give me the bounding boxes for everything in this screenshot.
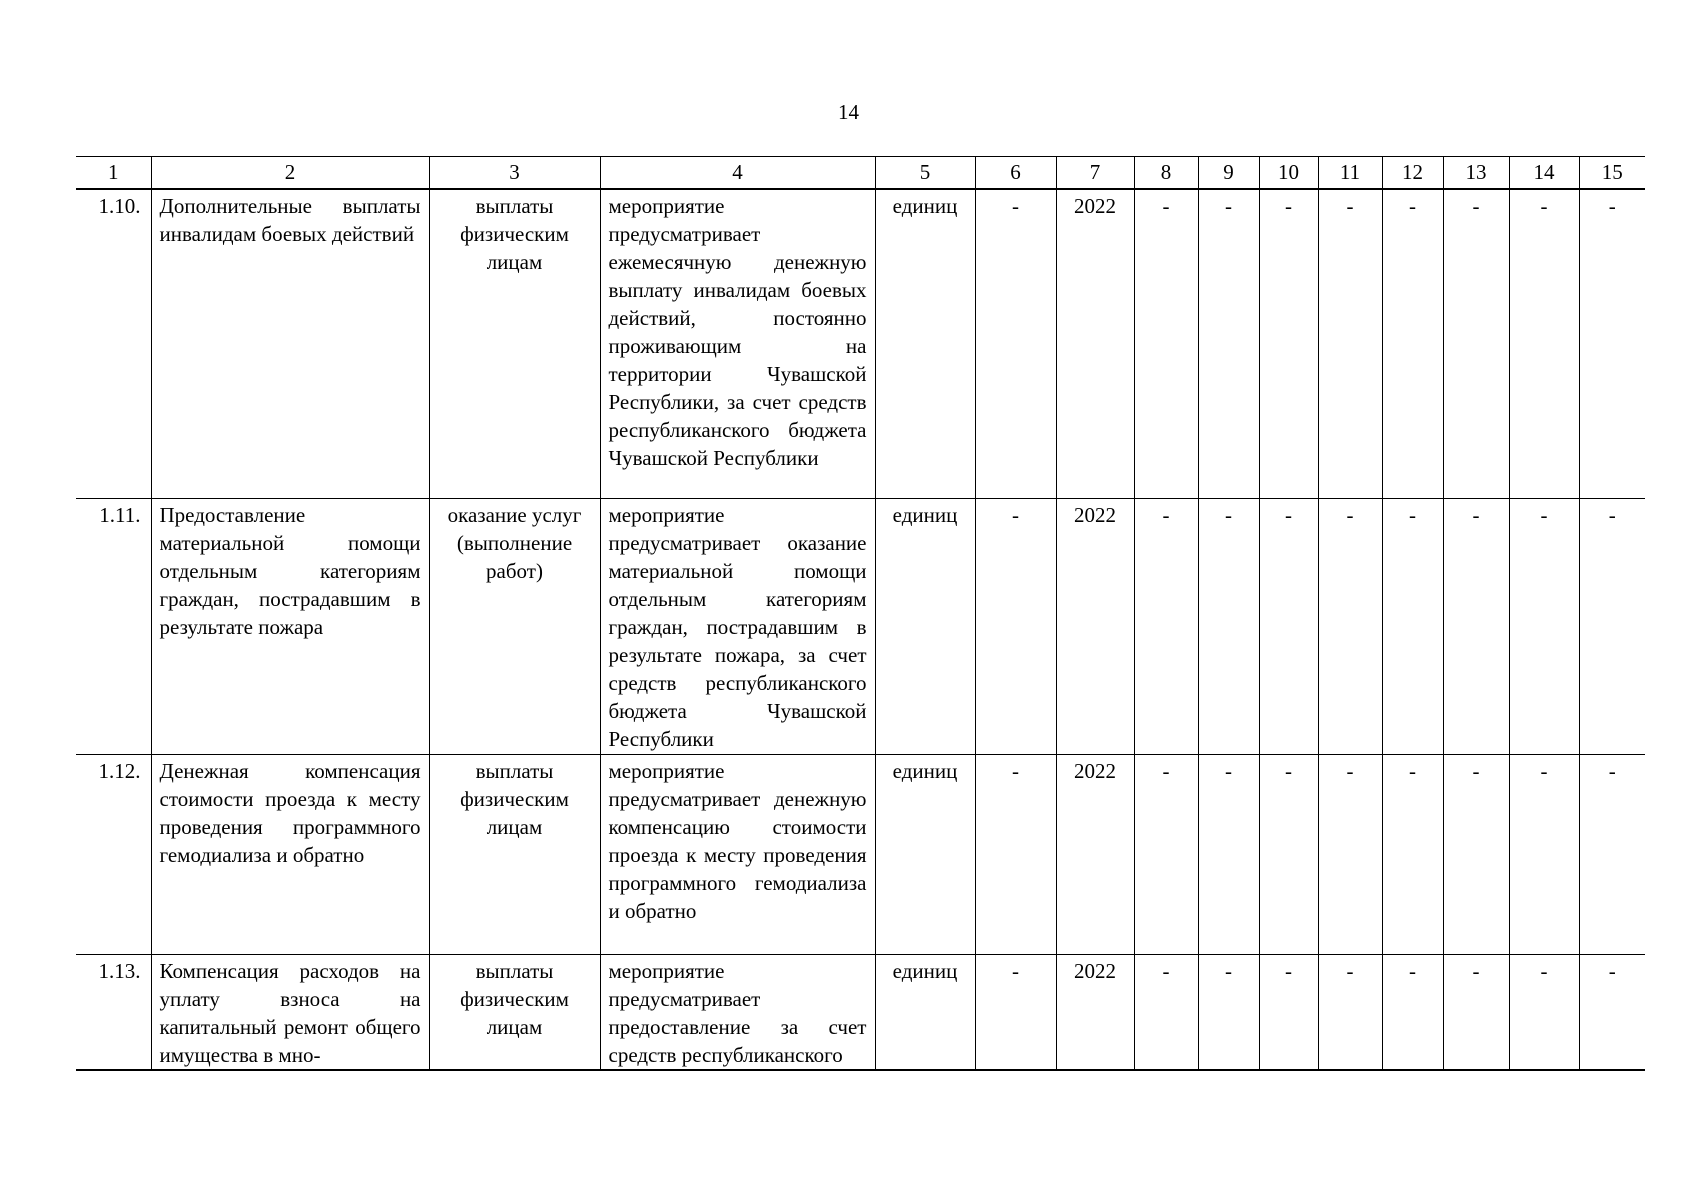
value-cell: -: [1198, 954, 1259, 1070]
header-cell: 4: [600, 157, 875, 190]
value-cell: -: [1579, 189, 1645, 498]
value-cell: -: [1318, 498, 1382, 754]
value-cell: -: [1579, 954, 1645, 1070]
header-cell: 12: [1382, 157, 1443, 190]
value-cell: -: [1509, 954, 1579, 1070]
table-row: [76, 954, 1645, 1070]
value-cell: -: [1382, 954, 1443, 1070]
value-cell: -: [1134, 954, 1198, 1070]
measures-table: [76, 156, 1645, 1071]
page-number: 14: [838, 100, 859, 124]
header-cell: 14: [1509, 157, 1579, 190]
value-cell: -: [1134, 754, 1198, 954]
value-cell: -: [1443, 754, 1509, 954]
value-cell: -: [1443, 498, 1509, 754]
year-cell: 2022: [1056, 498, 1134, 754]
measure-name: Предоставление материальной помощи отдельным категориям граждан, пострадавшим в результате пожара: [151, 498, 429, 754]
measure-description: мероприятие предусматривает оказание материальной помощи отдельным категориям граждан, пострадавшим в результате пожара, за счет средств республиканского бюджета Чувашской Республики: [600, 498, 875, 754]
value-cell: -: [1579, 754, 1645, 954]
unit-cell: единиц: [875, 754, 975, 954]
year-cell: 2022: [1056, 754, 1134, 954]
row-number: 1.13.: [76, 954, 151, 1070]
header-cell: 11: [1318, 157, 1382, 190]
row-number: 1.12.: [76, 754, 151, 954]
value-cell: -: [975, 189, 1056, 498]
table-row: [76, 498, 1645, 754]
measure-description: мероприятие предусматривает предоставление за счет средств республиканского: [600, 954, 875, 1070]
value-cell: -: [1318, 754, 1382, 954]
header-cell: 15: [1579, 157, 1645, 190]
header-cell: 6: [975, 157, 1056, 190]
value-cell: -: [1509, 754, 1579, 954]
year-cell: 2022: [1056, 954, 1134, 1070]
header-cell: 3: [429, 157, 600, 190]
value-cell: -: [1134, 498, 1198, 754]
measure-name: Компенсация расходов на уплату взноса на капитальный ремонт общего имущества в мно-: [151, 954, 429, 1070]
year-cell: 2022: [1056, 189, 1134, 498]
measure-type: оказание услуг (выполнение работ): [429, 498, 600, 754]
unit-cell: единиц: [875, 498, 975, 754]
value-cell: -: [1579, 498, 1645, 754]
header-cell: 2: [151, 157, 429, 190]
value-cell: -: [1509, 189, 1579, 498]
value-cell: -: [1259, 754, 1318, 954]
measure-type: выплаты физическим лицам: [429, 954, 600, 1070]
measure-description: мероприятие предусматривает денежную компенсацию стоимости проезда к месту проведения программного гемодиализа и обратно: [600, 754, 875, 954]
value-cell: -: [1509, 498, 1579, 754]
header-row: [76, 157, 1645, 190]
header-cell: 8: [1134, 157, 1198, 190]
table-row: [76, 754, 1645, 954]
value-cell: -: [1382, 189, 1443, 498]
value-cell: -: [1259, 189, 1318, 498]
header-cell: 1: [76, 157, 151, 190]
header-cell: 9: [1198, 157, 1259, 190]
table-row: [76, 189, 1645, 498]
header-cell: 10: [1259, 157, 1318, 190]
measure-type: выплаты физическим лицам: [429, 754, 600, 954]
row-number: 1.10.: [76, 189, 151, 498]
value-cell: -: [1318, 189, 1382, 498]
measure-type: выплаты физическим лицам: [429, 189, 600, 498]
header-cell: 5: [875, 157, 975, 190]
value-cell: -: [975, 954, 1056, 1070]
value-cell: -: [1198, 189, 1259, 498]
value-cell: -: [1259, 954, 1318, 1070]
unit-cell: единиц: [875, 189, 975, 498]
value-cell: -: [1382, 754, 1443, 954]
value-cell: -: [1198, 754, 1259, 954]
value-cell: -: [1443, 954, 1509, 1070]
value-cell: -: [1443, 189, 1509, 498]
value-cell: -: [1259, 498, 1318, 754]
header-cell: 7: [1056, 157, 1134, 190]
measure-name: Дополнительные выплаты инвалидам боевых действий: [151, 189, 429, 498]
unit-cell: единиц: [875, 954, 975, 1070]
value-cell: -: [1382, 498, 1443, 754]
value-cell: -: [1134, 189, 1198, 498]
measure-name: Денежная компенсация стоимости проезда к месту проведения программного гемодиализа и обратно: [151, 754, 429, 954]
row-number: 1.11.: [76, 498, 151, 754]
value-cell: -: [1318, 954, 1382, 1070]
measure-description: мероприятие предусматривает ежемесячную денежную выплату инвалидам боевых действий, постоянно проживающим на территории Чувашской Республики, за счет средств республиканского бюджета Чувашской Республики: [600, 189, 875, 498]
header-cell: 13: [1443, 157, 1509, 190]
value-cell: -: [1198, 498, 1259, 754]
value-cell: -: [975, 754, 1056, 954]
value-cell: -: [975, 498, 1056, 754]
